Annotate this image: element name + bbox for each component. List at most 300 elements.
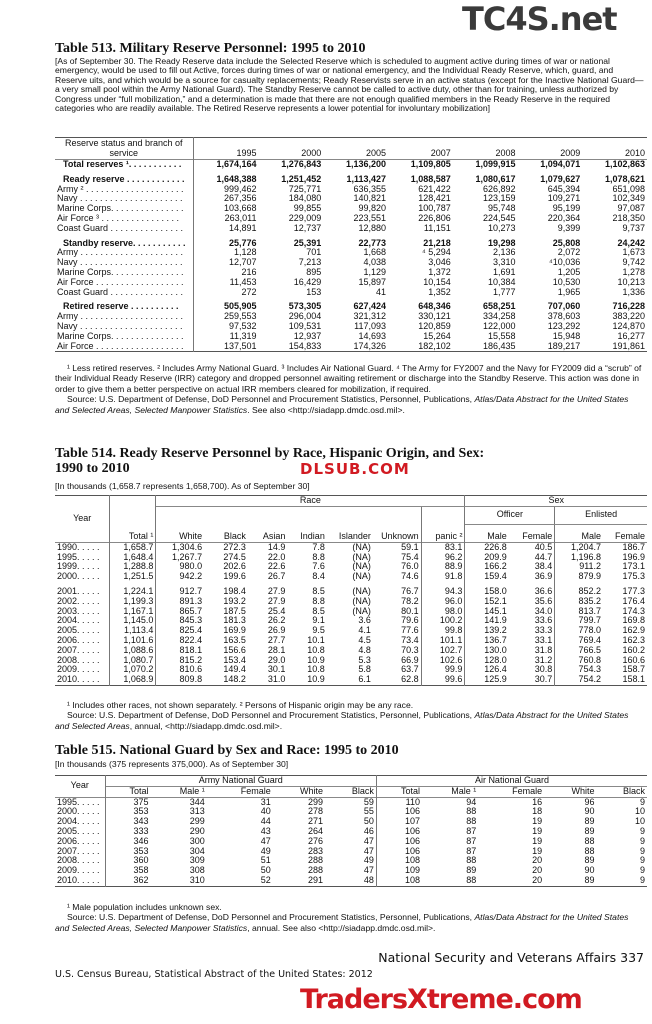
data-cell: 1,094,071 [540,159,581,169]
year-cell: 2002. . . . . [55,597,110,607]
data-cell: 274.5 [223,551,246,562]
year-cell: 2007. . . . . [55,847,105,857]
data-cell: 621,422 [418,183,451,194]
table-514-title [55,446,484,476]
data-cell: 1,145.0 [110,616,156,626]
data-cell: 4.8 [358,644,371,655]
data-cell: 159.4 [484,571,507,582]
data-cell: 1,101.6 [110,636,156,646]
data-cell: 9 [639,855,645,866]
data-cell: 358 [133,865,149,876]
data-cell: 31.0 [267,674,286,685]
data-cell: 18 [532,806,543,817]
data-cell: 43 [260,825,271,836]
data-cell: 1,099,915 [475,159,516,169]
data-cell: 313 [189,806,205,817]
data-cell: 96.2 [421,553,465,563]
data-cell: 11,453 [229,276,257,287]
data-cell: 78.2 [373,597,421,607]
data-cell: 362 [133,874,149,885]
table-513-title: Table 513. Military Reserve Personnel: 1995 to 2010 [55,41,366,56]
data-cell: 16,429 [293,276,322,287]
data-cell: 30.8 [509,665,555,675]
data-cell: 28.1 [267,644,286,655]
data-cell: 89 [584,874,595,885]
data-cell: 1,088,587 [410,173,451,184]
data-cell: 102,349 [612,193,645,204]
data-cell: 810.6 [179,664,203,675]
data-cell: 346 [133,835,149,846]
data-cell: 94 [466,796,477,807]
data-cell: 199.6 [223,571,246,582]
data-cell: 76.0 [373,562,421,572]
data-cell: 12,880 [358,222,386,233]
data-cell: 11,319 [229,330,257,341]
data-cell: 44.7 [509,553,555,563]
data-cell: 573,305 [288,301,322,312]
data-cell: 658,251 [482,301,516,312]
data-cell: 49 [325,856,376,866]
source-title: Atlas/Data Abstract for the United States and Selected Areas, Selected Manpower Statistics [55,394,629,415]
data-cell: 980.0 [179,561,203,572]
data-cell: 754.2 [578,674,602,685]
data-cell: 158.0 [484,585,507,596]
data-cell: 177.3 [622,585,645,596]
data-cell: 80.1 [373,607,421,617]
data-cell: 88 [466,855,477,866]
data-cell: 290 [189,825,205,836]
footnote: ¹ Includes other races, not shown separately. ² Persons of Hispanic origin may be any race. [67,700,414,710]
data-cell: 288 [308,855,324,866]
data-cell: 14,891 [228,222,257,233]
hispanic-header: panic ² [421,506,465,542]
data-cell: 189,217 [547,340,581,351]
table-515-headnote: [In thousands (375 represents 375,000). As of September 30] [55,759,289,769]
data-cell: 51 [260,855,271,866]
data-cell: 7,213 [298,257,322,268]
data-cell: 98.0 [421,607,465,617]
data-cell: 1,109,805 [410,159,451,169]
source-note [55,710,645,731]
data-cell: 3,310 [492,257,516,268]
data-cell: 1,251.5 [110,572,156,582]
data-cell: 9 [639,865,645,876]
data-cell: 645,394 [547,183,581,194]
data-cell: 299 [189,816,205,827]
data-cell: 88.9 [421,562,465,572]
source-text: Source: U.S. Department of Defense, DoD Personnel and Procurement Statistics, Personnel, Publications, [67,710,475,721]
data-cell: 999,462 [223,183,257,194]
watermark-logo-top: TC4S.net [462,0,617,38]
data-cell: 276 [308,835,324,846]
page-section-footer: National Security and Veterans Affairs 337 [378,950,644,965]
data-cell: 198.4 [223,585,246,596]
data-cell: 283 [308,845,324,856]
data-cell: 288 [308,865,324,876]
data-cell: 173.1 [622,561,645,572]
officer-header: Officer [465,506,555,524]
data-cell: 1,068.9 [110,675,156,685]
data-cell: 29.0 [267,654,286,665]
data-cell: 19 [532,816,543,827]
year-header: Year [55,776,105,798]
data-cell: 223,551 [353,212,386,223]
data-cell: 1,205 [557,266,581,277]
data-cell: 91.8 [421,572,465,582]
data-cell: 41 [375,286,386,297]
data-cell: 145.1 [484,605,507,616]
data-cell: 76.7 [373,582,421,597]
data-cell: 895 [306,266,322,277]
data-cell: 59 [325,797,376,807]
data-cell: 1,965 [557,286,581,297]
table-row [55,160,647,170]
year-cell: 1995. . . . . [55,797,105,807]
year-cell: 2004. . . . . [55,616,110,626]
data-cell: 141.9 [484,615,507,626]
data-cell: 20 [532,855,543,866]
year-cell: 1995. . . . . [55,553,110,563]
data-cell: 169.9 [223,625,246,636]
data-cell: 343 [133,816,149,827]
column-header: Female [240,785,271,796]
data-cell: 99.6 [421,675,465,685]
data-cell: 174,326 [353,340,386,351]
data-cell: 109,271 [547,193,581,204]
data-cell: 123,292 [547,320,581,331]
data-cell: 25,808 [552,237,581,248]
data-cell: 20 [532,865,543,876]
source-note [55,394,645,415]
data-cell: 7.8 [312,541,325,552]
data-cell: 259,553 [223,311,257,322]
row-label: Coast Guard . . . . . . . . . . . . . . . [55,288,193,298]
year-cell: 2005. . . . . [55,827,105,837]
data-cell: 263,011 [224,212,257,223]
data-cell: 272.3 [223,541,246,552]
data-cell: 22.0 [267,551,286,562]
data-cell: 272 [241,286,257,297]
data-cell: 353 [133,806,149,817]
data-cell: 1,267.7 [172,551,203,562]
source-text: Source: U.S. Department of Defense, DoD Personnel and Procurement Statistics, Personnel, Publications, [67,394,475,405]
data-cell: 89 [584,816,595,827]
data-cell: 8.8 [312,551,325,562]
data-cell: 184,080 [288,193,322,204]
data-cell: 89 [584,855,595,866]
data-cell: 825.4 [179,625,203,636]
data-cell: 3.6 [358,615,371,626]
data-cell: 813.7 [578,605,602,616]
data-cell: 62.8 [373,675,421,685]
table-514-notes [55,700,645,731]
year-header: 2007 [430,148,451,159]
data-cell: 648,346 [418,301,451,312]
table-515-title: Table 515. National Guard by Sex and Race: 1995 to 2010 [55,743,399,758]
sex-header: Sex [465,496,647,507]
data-cell: 1,352 [428,286,451,297]
data-cell: 186.7 [622,541,645,552]
table-515 [55,775,647,887]
data-cell: 10.8 [307,664,325,675]
male-header: Male [487,531,507,541]
year-cell: 2008. . . . . [55,656,110,666]
data-cell: 148.2 [223,674,246,685]
table-513-notes [55,363,645,415]
source-note [55,912,645,933]
column-header: Male ¹ [451,785,477,796]
data-cell: 1,196.8 [571,551,602,562]
year-cell: 2008. . . . . [55,856,105,866]
data-cell: 10.8 [307,644,325,655]
data-cell: 31.2 [509,656,555,666]
year-cell: 2001. . . . . [55,582,110,597]
data-cell: 196.9 [622,551,645,562]
data-cell: 124,870 [612,320,645,331]
data-cell: 9,737 [622,222,645,233]
data-cell: 220,364 [547,212,581,223]
data-cell: 778.0 [578,625,602,636]
data-cell: 33.6 [509,616,555,626]
data-cell: 267,356 [223,193,257,204]
data-cell: 128,421 [418,193,451,204]
row-label: Air Force ³ . . . . . . . . . . . . . . . . [55,214,193,224]
data-cell: 1,276,843 [281,159,322,169]
data-cell: 5.3 [358,654,371,665]
table-513-headnote: [As of September 30. The Ready Reserve data include the Selected Reserve which is scheduled to augment active during times of war or national emergency, would be used to fill out Active, forces during times of war or national emergency, and the Individual Ready Reserve, which, guard, and Reserve uits, and which would be a source for casualty replacements; Ready Reservists serve in an active status (except for the Inactive National Guard—a very small pool within the Army National Guard). The Standby Reserve cannot be called to active duty, other than for training, unless authorized by Congress under “full mobilization,” and a determination is made that there are not enough qualified members in the Ready Reserve in the required categories who are readily available. The Retired Reserve represents a lower potential for involuntary mobilization] [55,56,644,114]
data-cell: 162.9 [622,625,645,636]
data-cell: 1,129 [363,266,386,277]
data-cell: 182,102 [418,340,451,351]
data-cell: 278 [308,806,324,817]
data-cell: 1,777 [492,286,516,297]
data-cell: 9.5 [312,625,325,636]
table-514 [55,495,647,686]
data-cell: 35.6 [509,597,555,607]
data-cell: 169.8 [622,615,645,626]
data-cell: 1,674,164 [216,159,257,169]
data-cell: 505,905 [223,301,257,312]
row-label: Ready reserve . . . . . . . . . . . . [55,170,193,185]
data-cell: 9 [639,874,645,885]
female-header: Female [509,524,555,542]
data-cell: 1,088.6 [110,646,156,656]
data-cell: 99.8 [421,626,465,636]
data-cell: 19 [532,825,543,836]
data-cell: 102.7 [421,646,465,656]
data-cell: 122,000 [482,320,516,331]
data-cell: 27.9 [267,585,286,596]
data-cell: 75.4 [373,553,421,563]
army-national-guard-header: Army National Guard [105,776,376,787]
data-cell: 9 [639,825,645,836]
air-national-guard-header: Air National Guard [376,776,647,787]
data-cell: 36.6 [509,582,555,597]
data-cell: 8.4 [312,571,325,582]
data-cell: 59.1 [373,542,421,552]
row-label: Navy . . . . . . . . . . . . . . . . . . . . . [55,322,193,332]
year-header: 2008 [495,148,516,159]
data-cell: 21,218 [423,237,451,248]
data-cell: 108 [404,874,420,885]
data-cell: (NA) [352,551,371,562]
data-cell: 191,861 [612,340,645,351]
row-label: Army ² . . . . . . . . . . . . . . . . . . . . [55,185,193,195]
data-cell: 102.6 [421,656,465,666]
data-cell: 1,691 [492,266,516,277]
data-cell: 140,821 [353,193,386,204]
year-header: 2010 [624,148,645,159]
data-cell: 44 [260,816,271,827]
data-cell: 106 [404,806,420,817]
data-cell: 160.2 [622,644,645,655]
data-cell: 264 [308,825,324,836]
table-row [55,582,647,597]
row-label: Marine Corps. . . . . . . . . . . . . . . [55,332,193,342]
data-cell: 88 [466,816,477,827]
data-cell: 160.6 [622,654,645,665]
source-text: Source: U.S. Department of Defense, DoD Personnel and Procurement Statistics, Personnel, Publications, [67,912,475,923]
data-cell: 38.4 [509,562,555,572]
data-cell: 2,072 [557,247,581,258]
data-cell: 152.1 [484,595,507,606]
data-cell: 10.1 [307,634,325,645]
data-cell: 2,136 [492,247,516,258]
data-cell: 25,776 [228,237,257,248]
data-cell: 310 [189,874,205,885]
data-cell: 11,151 [423,222,451,233]
data-cell: 716,228 [612,301,645,312]
year-cell: 2007. . . . . [55,646,110,656]
data-cell: 87 [466,845,477,856]
data-cell: 9 [639,845,645,856]
title-line: 1990 to 2010 [55,461,130,476]
column-header: Male ¹ [179,785,205,796]
data-cell: 15,948 [552,330,581,341]
year-cell: 2003. . . . . [55,607,110,617]
data-cell: 128.0 [484,654,507,665]
data-cell: 299 [308,796,324,807]
data-cell: 1,102,863 [604,159,645,169]
data-cell: 15,558 [487,330,516,341]
data-cell: 40.5 [509,542,555,552]
data-cell: 1,251,452 [281,173,322,184]
data-cell: 47 [325,847,376,857]
data-cell: 74.6 [373,572,421,582]
data-cell: 760.8 [578,654,602,665]
data-cell: 1,224.1 [110,582,156,597]
data-cell: 1,113.4 [110,626,156,636]
year-header: 2000 [301,148,322,159]
data-cell: 176.4 [622,595,645,606]
data-cell: 181.3 [223,615,246,626]
data-cell: 89 [584,825,595,836]
data-cell: 94.3 [421,582,465,597]
data-cell: 9 [639,835,645,846]
data-cell: 216 [241,266,257,277]
data-cell: 330,121 [418,311,451,322]
data-cell: 10,384 [487,276,516,287]
data-cell: 9,742 [622,257,645,268]
data-cell: 90 [584,806,595,817]
data-cell: 52 [260,874,271,885]
data-cell: 166.2 [484,561,507,572]
data-cell: 10,213 [617,276,645,287]
table-row [55,572,647,582]
row-label: Army . . . . . . . . . . . . . . . . . . . . . [55,248,193,258]
data-cell: 769.4 [578,634,602,645]
data-cell: 106 [404,845,420,856]
data-cell: 19,298 [487,237,516,248]
data-cell: 12,937 [293,330,322,341]
total-header: Total ¹ [110,496,156,543]
data-cell: 50 [260,865,271,876]
data-cell: 378,603 [547,311,581,322]
year-header: 2005 [365,148,386,159]
source-title: Atlas/Data Abstract for the United States and Selected Areas, Selected Manpower Statistics [55,912,629,933]
row-label: Total reserves ¹. . . . . . . . . . . [55,160,193,170]
data-cell: 158.1 [622,674,645,685]
data-cell: 175.3 [622,571,645,582]
data-cell: 321,312 [353,311,386,322]
data-cell: 309 [189,855,205,866]
data-cell: 852.2 [578,585,602,596]
data-cell: 308 [189,865,205,876]
female-header: Female [614,531,645,541]
data-cell: 8.5 [312,605,325,616]
data-cell: 27.9 [267,595,286,606]
data-cell: 8.5 [312,585,325,596]
data-cell: 49 [260,845,271,856]
data-cell: 90 [584,865,595,876]
data-cell: (NA) [352,585,371,596]
data-cell: 26.2 [267,615,286,626]
data-cell: 36.9 [509,572,555,582]
year-cell: 2010. . . . . [55,876,105,886]
data-cell: 226,806 [418,212,451,223]
data-cell: 4.1 [358,625,371,636]
source-link: , annual. See also <http://siadapp.dmdc.osd.mil>. [247,922,436,933]
data-cell: 636,355 [353,183,386,194]
year-cell: 2006. . . . . [55,636,110,646]
title-line: Table 514. Ready Reserve Personnel by Race, Hispanic Origin, and Sex: [55,446,485,461]
data-cell: 14,693 [358,330,386,341]
data-cell: 139.2 [484,625,507,636]
column-header: White [300,785,324,796]
data-cell: 109 [404,865,420,876]
table-row [55,288,647,298]
data-cell: (NA) [352,605,371,616]
data-cell: 47 [325,837,376,847]
data-cell: 911.2 [579,561,602,572]
data-cell: 20 [532,874,543,885]
data-cell: 3,046 [428,257,451,268]
data-cell: 229,009 [288,212,322,223]
year-cell: 2009. . . . . [55,866,105,876]
data-cell: 1,372 [428,266,451,277]
pacific-islander-header: Islander [338,531,371,541]
data-cell: 136.7 [484,634,507,645]
data-cell: 300 [189,835,205,846]
data-cell: 226.8 [484,541,507,552]
data-cell: 766.5 [578,644,602,655]
data-cell: 4.5 [358,634,371,645]
data-cell: 10,273 [487,222,516,233]
data-cell: 1,070.2 [110,665,156,675]
data-cell: 187.5 [223,605,246,616]
data-cell: 87 [466,835,477,846]
data-cell: 879.9 [578,571,602,582]
